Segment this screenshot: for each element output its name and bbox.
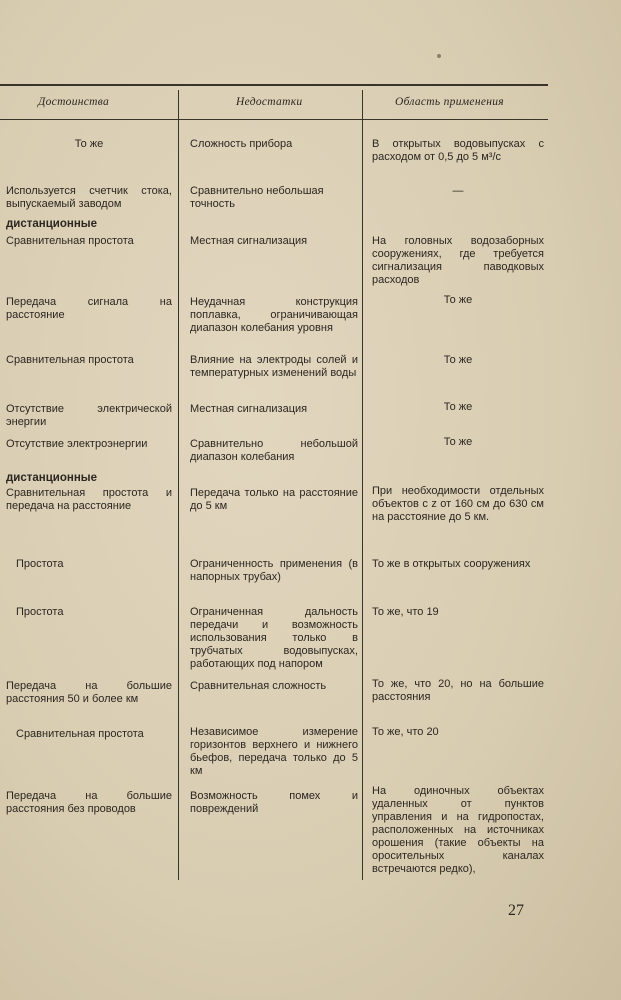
- row-5-application: То же: [443, 401, 473, 413]
- row-3-application: То же: [443, 294, 473, 306]
- row-9-advantage: Простота: [16, 606, 64, 618]
- row-12-advantage: Передача на большие расстояния без проводов: [6, 790, 172, 815]
- row-8-advantage: Простота: [16, 558, 64, 570]
- column-separator-1: [178, 90, 179, 880]
- row-12-application: На одиночных объектах удаленных от пунктов управления и на гидропостах, расположенных на источниках орошения (такие объекты на оросительных каналах встречаются редко),: [372, 785, 544, 875]
- row-2-disadvantage: Местная сигнализация: [190, 235, 308, 247]
- row-1-disadvantage: Сравнительно небольшая точность: [190, 185, 324, 210]
- row-2-application: На головных водозаборных сооружениях, где требуется сигнализация паводковых расходов: [372, 235, 544, 286]
- row-8-application: То же в открытых сооружениях: [372, 558, 531, 570]
- row-11-disadvantage: Независимое измерение горизонтов верхнего и нижнего бьефов, передача только до 5 км: [190, 726, 358, 777]
- page-number: 27: [508, 902, 524, 919]
- row-9-disadvantage: Ограниченная дальность передачи и возможность использования только в трубчатых водовыпусках, работающих под напором: [190, 606, 358, 670]
- row-3-advantage: Передача сигнала на расстояние: [6, 296, 172, 321]
- row-4-application: То же: [443, 354, 473, 366]
- row-7-disadvantage: Передача только на расстояние до 5 км: [190, 487, 358, 512]
- row-11-advantage: Сравнительная простота: [16, 728, 144, 740]
- column-separator-2: [362, 90, 363, 880]
- header-disadvantages: Недостатки: [236, 96, 303, 108]
- row-12-disadvantage: Возможность помех и повреждений: [190, 790, 358, 815]
- row-0-disadvantage: Сложность прибора: [190, 138, 293, 150]
- row-10-disadvantage: Сравнительная сложность: [190, 680, 327, 692]
- table-header-rule: [0, 119, 548, 120]
- row-7-advantage: Сравнительная простота и передача на расстояние: [6, 487, 172, 512]
- row-2-advantage: Сравнительная простота: [6, 235, 134, 247]
- row-9-application: То же, что 19: [372, 606, 439, 618]
- row-8-disadvantage: Ограниченность применения (в напорных трубах): [190, 558, 358, 583]
- row-10-application: То же, что 20, но на большие расстояния: [372, 678, 544, 703]
- header-application: Область применения: [395, 96, 504, 108]
- section-label-remote-1: дистанционные: [6, 218, 98, 230]
- paper-speck: [437, 54, 441, 58]
- row-5-disadvantage: Местная сигнализация: [190, 403, 308, 415]
- row-6-application: То же: [443, 436, 473, 448]
- section-label-remote-2: дистанционные: [6, 472, 98, 484]
- row-4-advantage: Сравнительная простота: [6, 354, 134, 366]
- row-3-disadvantage: Неудачная конструкция поплавка, ограничивающая диапазон колебания уровня: [190, 296, 358, 334]
- row-1-application: —: [452, 185, 464, 197]
- table-top-rule: [0, 84, 548, 86]
- row-11-application: То же, что 20: [372, 726, 439, 738]
- header-advantages: Достоинства: [38, 96, 110, 108]
- row-6-advantage: Отсутствие электроэнергии: [6, 438, 148, 450]
- row-0-application: В открытых водовыпусках с расходом от 0,5 до 5 м³/с: [372, 138, 544, 163]
- row-6-disadvantage: Сравнительно небольшой диапазон колебания: [190, 438, 358, 463]
- row-4-disadvantage: Влияние на электроды солей и температурных изменений воды: [190, 354, 358, 379]
- row-10-advantage: Передача на большие расстояния 50 и более км: [6, 680, 172, 705]
- row-0-advantage: То же: [74, 138, 104, 150]
- row-1-advantage: Используется счетчик стока, выпускаемый заводом: [6, 185, 172, 210]
- row-7-application: При необходимости отдельных объектов с z от 160 см до 630 см на расстояние до 5 км.: [372, 485, 544, 523]
- row-5-advantage: Отсутствие электрической энергии: [6, 403, 172, 428]
